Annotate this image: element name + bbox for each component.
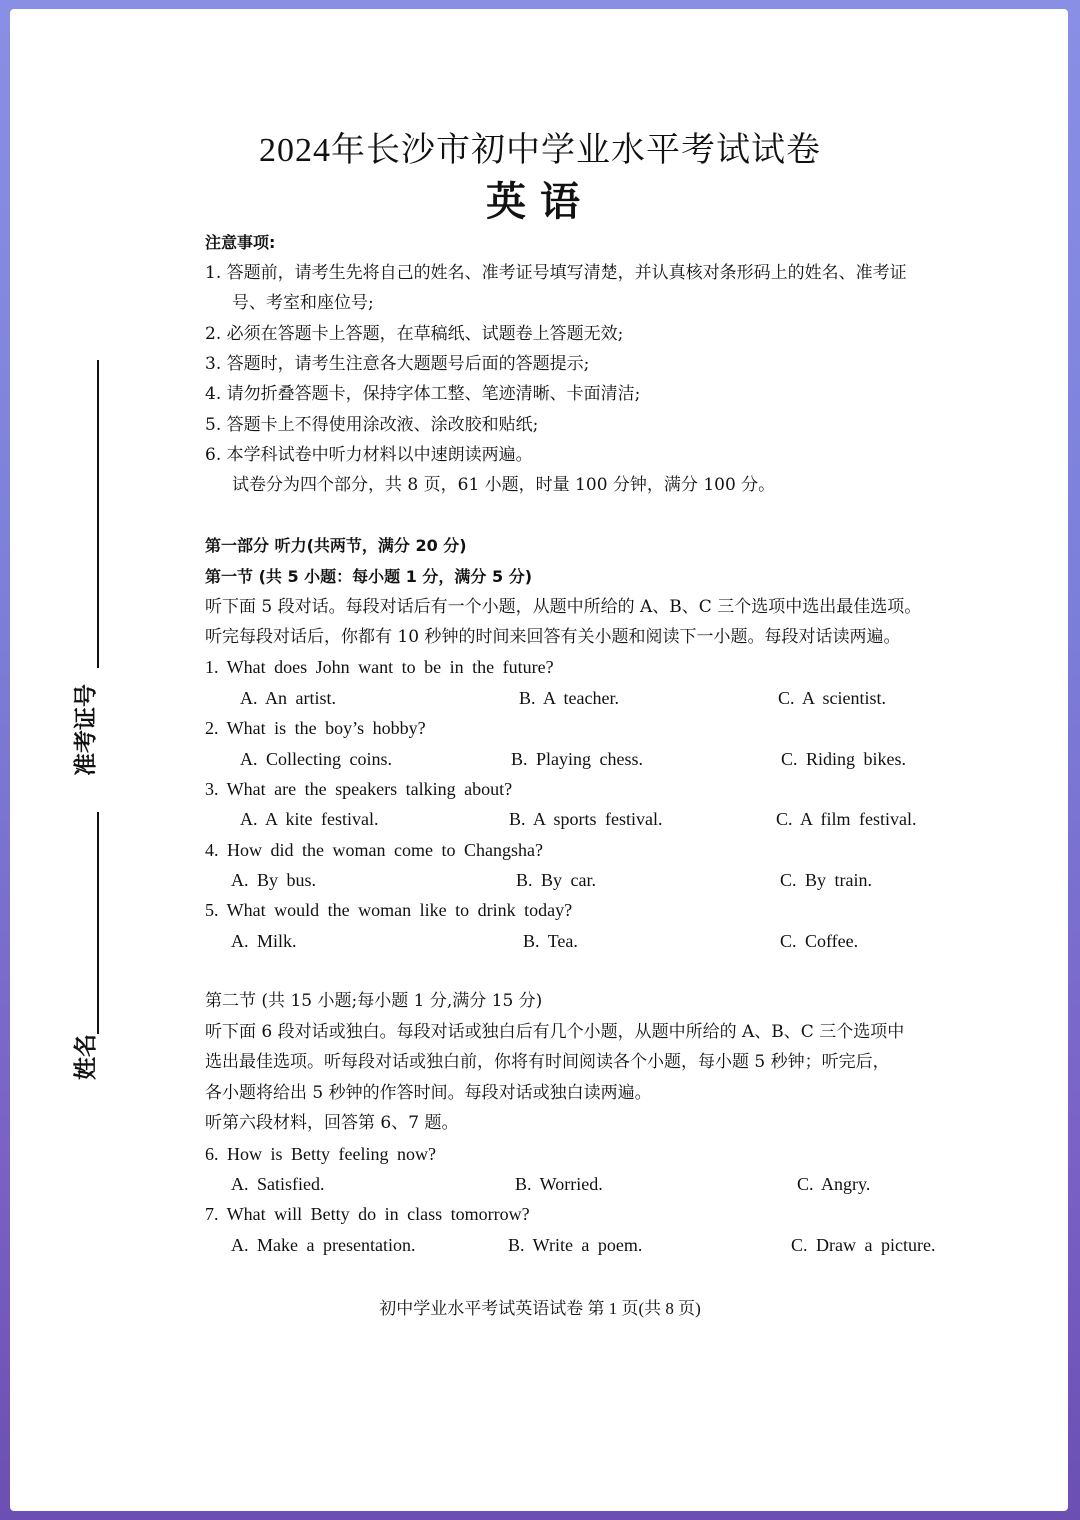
page-footer: 初中学业水平考试英语试卷 第 1 页(共 8 页) [379, 1299, 701, 1318]
option-c: C. A scientist. [778, 688, 887, 708]
notice-title: 注意事项: [205, 233, 276, 252]
section1-instructions: 听完每段对话后，你都有 10 秒钟的时间来回答有关小题和阅读下一小题。每段对话读两遍。 [205, 627, 901, 647]
section2-instructions: 选出最佳选项。听每段对话或独白前，你将有时间阅读各个小题，每小题 5 秒钟；听完后， [205, 1052, 890, 1072]
question-1: 1. What does John want to be in the future? [205, 657, 554, 677]
option-a: A. A kite festival. [240, 809, 379, 829]
notice-item: 3. 答题时，请考生注意各大题题号后面的答题提示; [205, 354, 590, 374]
option-b: B. Worried. [515, 1174, 603, 1194]
section2-instructions: 各小题将给出 5 秒钟的作答时间。每段对话或独白读两遍。 [205, 1083, 652, 1103]
option-c: C. By train. [780, 870, 872, 890]
notice-item: 1. 答题前，请考生先将自己的姓名、准考证号填写清楚，并认真核对条形码上的姓名、准考证 [205, 263, 907, 283]
option-c: C. A film festival. [776, 809, 917, 829]
option-b: B. A sports festival. [509, 809, 663, 829]
option-c: C. Angry. [797, 1174, 871, 1194]
subject-title: 英语 [486, 179, 594, 225]
section1-title: 第一节 (共 5 小题：每小题 1 分，满分 5 分) [205, 567, 533, 586]
option-b: B. Write a poem. [508, 1235, 643, 1255]
question-3: 3. What are the speakers talking about? [205, 779, 513, 799]
option-a: A. By bus. [231, 870, 317, 890]
option-a: A. Milk. [231, 931, 297, 951]
option-a: A. An artist. [240, 688, 336, 708]
option-b: B. By car. [516, 870, 596, 890]
name-label: 姓名 [73, 1034, 99, 1080]
option-c: C. Coffee. [780, 931, 859, 951]
question-2: 2. What is the boy’s hobby? [205, 718, 426, 738]
notice-item: 6. 本学科试卷中听力材料以中速朗读两遍。 [205, 445, 533, 465]
name-write-line[interactable] [97, 812, 99, 1034]
option-b: B. Tea. [523, 931, 578, 951]
notice-item: 2. 必须在答题卡上答题，在草稿纸、试题卷上答题无效; [205, 324, 624, 344]
section2-title: 第二节 (共 15 小题;每小题 1 分,满分 15 分) [205, 991, 543, 1011]
part1-title: 第一部分 听力(共两节，满分 20 分) [205, 536, 467, 555]
option-b: B. Playing chess. [511, 749, 643, 769]
option-a: A. Make a presentation. [231, 1235, 416, 1255]
exam-number-label: 准考证号 [73, 684, 99, 776]
option-b: B. A teacher. [519, 688, 619, 708]
section2-instructions: 听第六段材料，回答第 6、7 题。 [205, 1113, 459, 1133]
option-c: C. Draw a picture. [791, 1235, 936, 1255]
section1-instructions: 听下面 5 段对话。每段对话后有一个小题，从题中所给的 A、B、C 三个选项中选出最佳选项。 [205, 597, 922, 617]
notice-item: 4. 请勿折叠答题卡，保持字体工整、笔迹清晰、卡面清洁; [205, 384, 641, 404]
question-4: 4. How did the woman come to Changsha? [205, 840, 543, 860]
option-a: A. Satisfied. [231, 1174, 325, 1194]
option-a: A. Collecting coins. [240, 749, 392, 769]
section2-instructions: 听下面 6 段对话或独白。每段对话或独白后有几个小题，从题中所给的 A、B、C 三个选项中 [205, 1022, 905, 1042]
question-7: 7. What will Betty do in class tomorrow? [205, 1204, 530, 1224]
question-5: 5. What would the woman like to drink today? [205, 900, 573, 920]
exam-title: 2024年长沙市初中学业水平考试试卷 [259, 132, 821, 169]
notice-item: 试卷分为四个部分，共 8 页，61 小题，时量 100 分钟，满分 100 分。 [232, 475, 776, 495]
question-6: 6. How is Betty feeling now? [205, 1144, 436, 1164]
notice-item: 号、考室和座位号; [232, 293, 374, 313]
notice-item: 5. 答题卡上不得使用涂改液、涂改胶和贴纸; [205, 415, 539, 435]
option-c: C. Riding bikes. [781, 749, 907, 769]
exam-number-write-line[interactable] [97, 360, 99, 668]
